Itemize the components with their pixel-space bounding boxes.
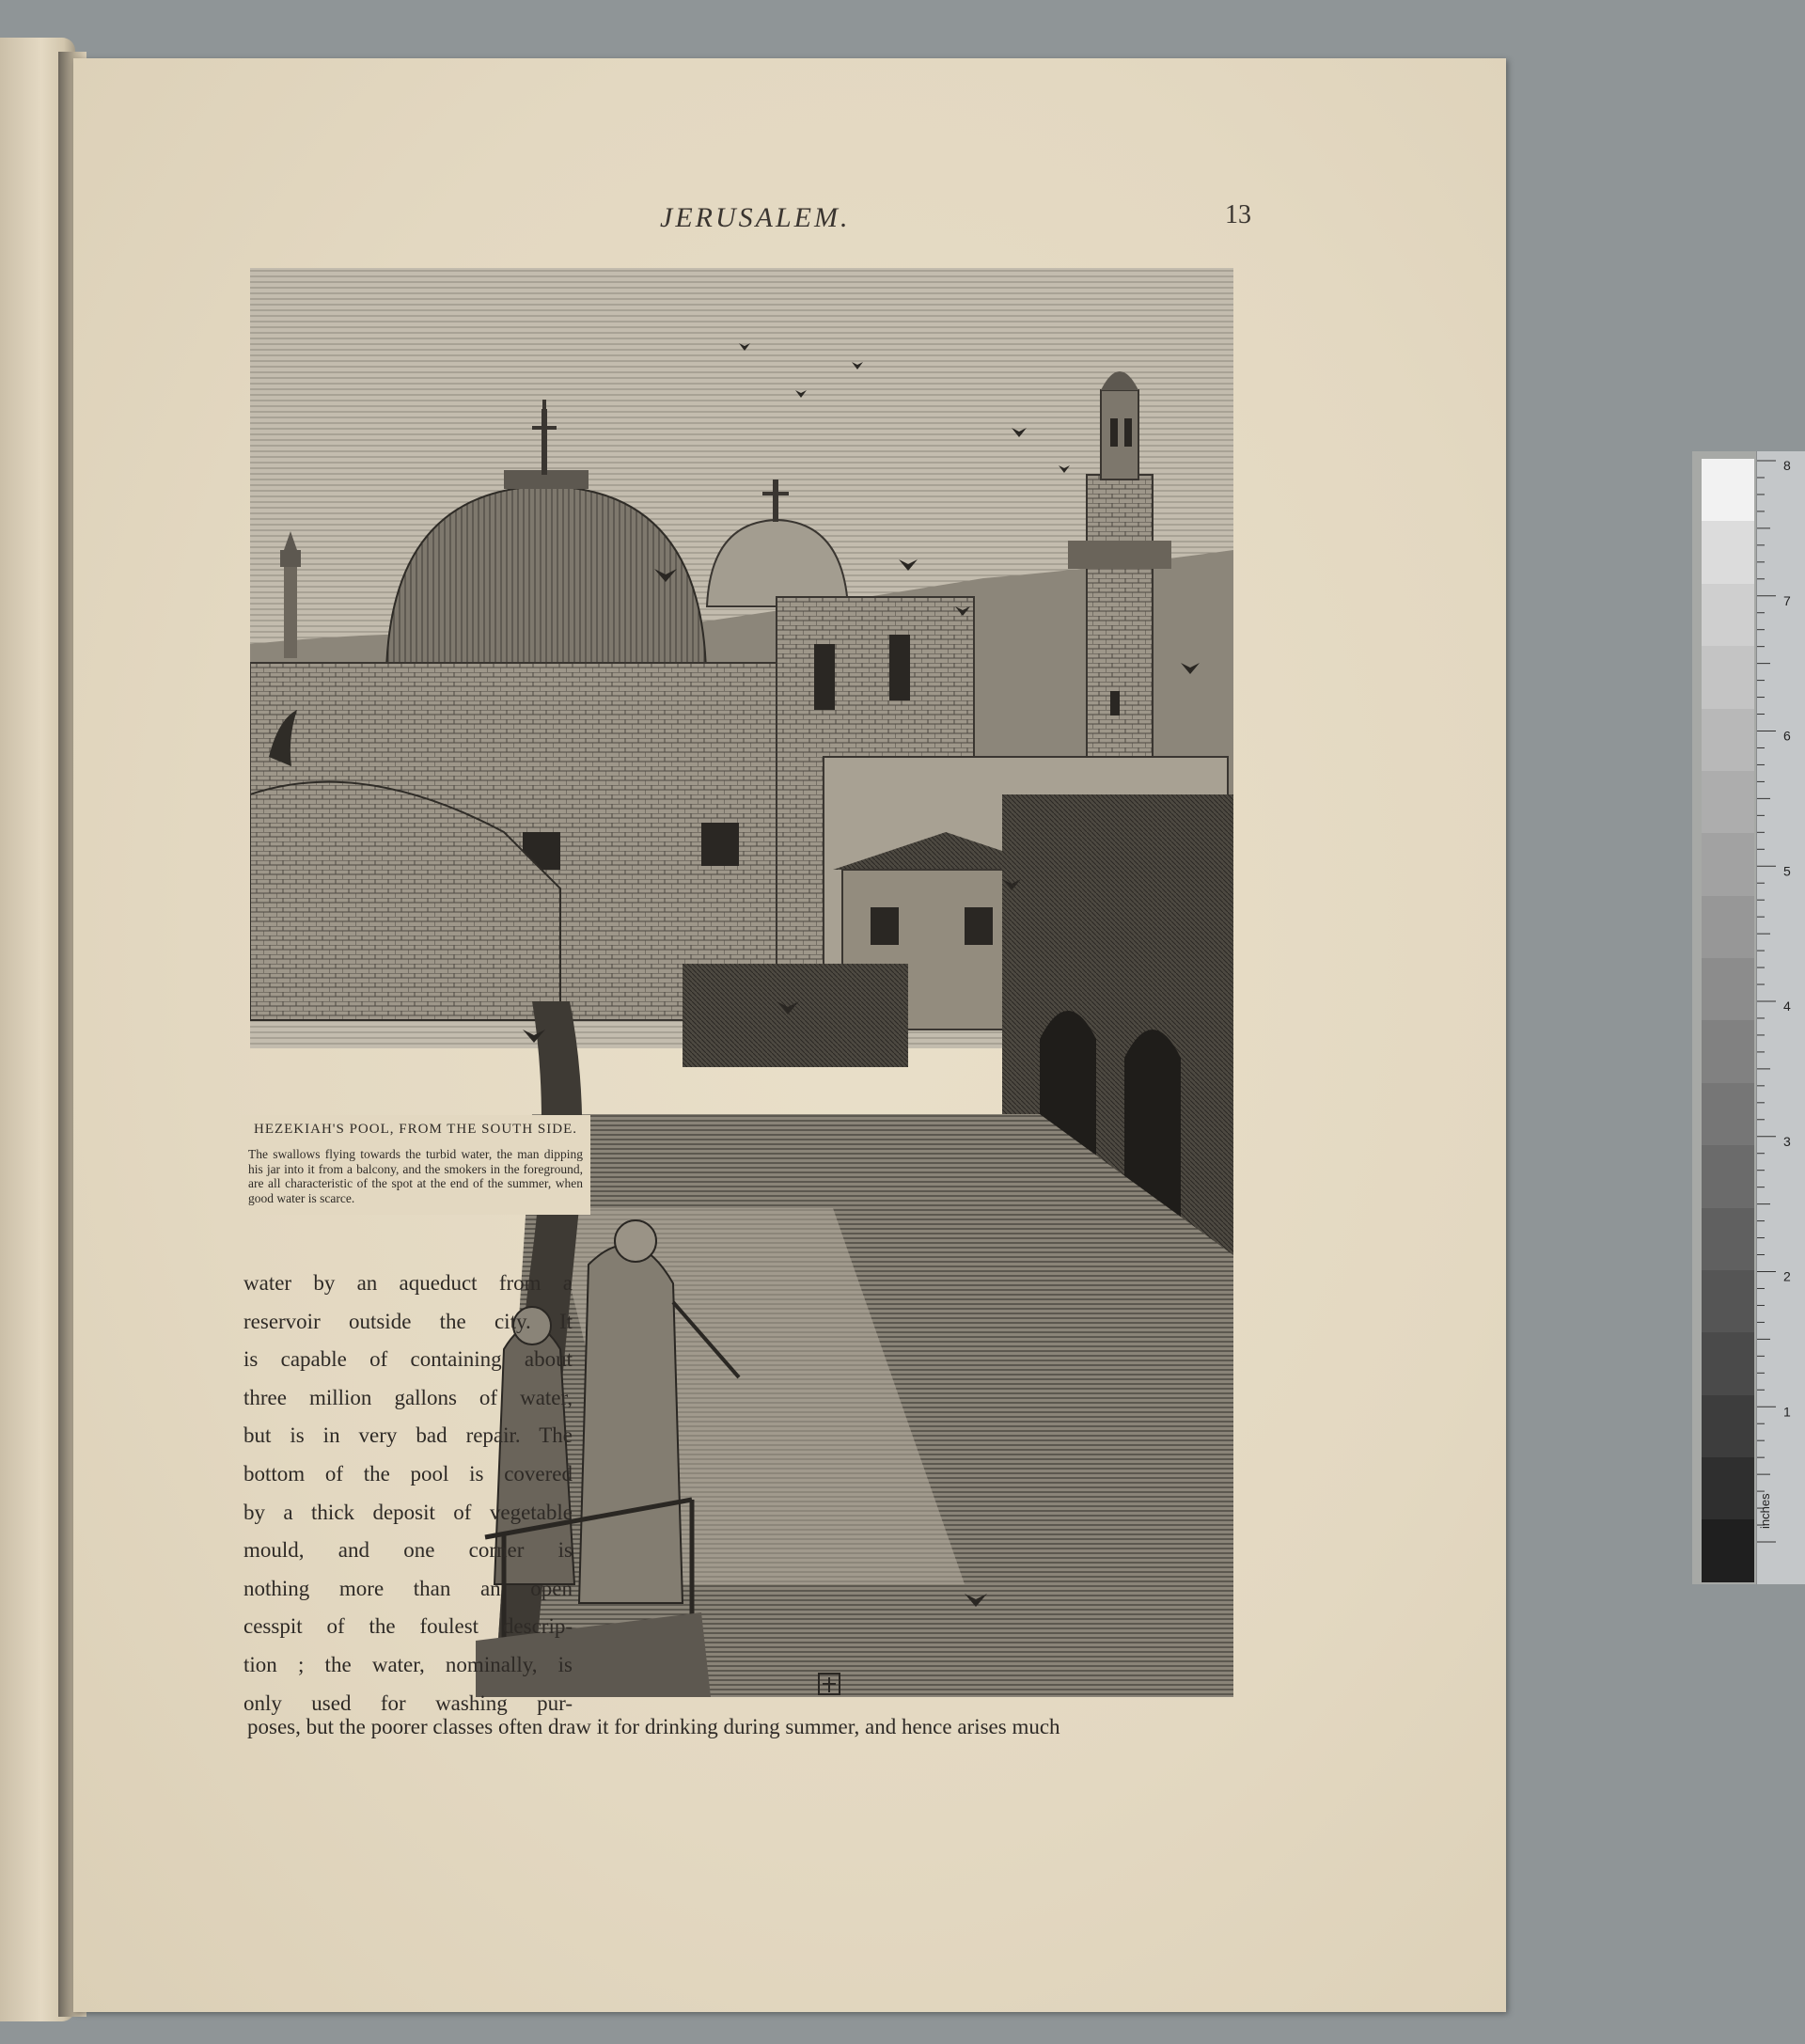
body-line: three million gallons of water, [243,1385,573,1409]
gray-patch [1702,1395,1754,1457]
body-line: mould, and one corner is [243,1538,573,1563]
gray-patch [1702,1270,1754,1332]
ruler-ticks [1757,451,1805,1584]
page-number: 13 [1225,200,1251,229]
body-line: by a thick deposit of vegetable [243,1500,573,1524]
window [701,823,739,866]
gray-patch [1702,1145,1754,1207]
body-text-column [243,1265,573,1722]
running-title: JERUSALEM. [660,202,851,233]
ruler-number: 3 [1783,1133,1791,1149]
body-line: cesspit of the foulest descrip- [243,1614,573,1639]
body-line: bottom of the pool is covered [243,1461,573,1486]
body-line: but is in very bad repair. The [243,1423,573,1448]
illustration-caption [241,1115,590,1215]
body-line: tion ; the water, nominally, is [243,1652,573,1676]
body-line: reservoir outside the city. It [243,1309,573,1333]
caption-body: The swallows flying towards the turbid water, the man dipping his jar into it from a balcony, and the smokers in the foreground, are all characteristic of the spot at the end of the summer, when good water is scarce. [248,1147,583,1205]
body-line: water by an aqueduct from a [243,1271,573,1295]
gray-patch [1702,584,1754,646]
gray-patch [1702,958,1754,1020]
ruler-number: 8 [1783,458,1791,473]
gray-patch [1702,646,1754,708]
ruler-number: 4 [1783,998,1791,1014]
gray-patch [1702,709,1754,771]
ruler-number: 6 [1783,728,1791,744]
ruler-number: 2 [1783,1268,1791,1284]
gray-patch [1702,1457,1754,1519]
gray-patch [1702,771,1754,833]
ruler-number: 1 [1783,1404,1791,1420]
gray-patch [1702,1519,1754,1581]
gray-patch [1702,459,1754,521]
ruler-units-label: inches [1758,1493,1772,1529]
gray-patch [1702,1083,1754,1145]
gray-patch [1702,1020,1754,1082]
ruler-number: 7 [1783,592,1791,608]
body-line: only used for washing pur- [243,1690,573,1715]
gray-patch [1702,521,1754,583]
gray-patch [1702,1208,1754,1270]
body-line: nothing more than an open [243,1576,573,1600]
covered-gallery [683,964,908,1067]
caption-title: HEZEKIAH'S POOL, FROM THE SOUTH SIDE. [253,1122,578,1137]
inch-ruler [1756,451,1805,1584]
body-line-full-width: poses, but the poorer classes often draw it for drinking during summer, and hence arises much [247,1715,1060,1738]
gray-patch [1702,1332,1754,1394]
body-line: is capable of containing about [243,1347,573,1372]
gray-patch [1702,896,1754,958]
grayscale-strip [1702,459,1754,1583]
ruler-number: 5 [1783,863,1791,879]
gray-patch [1702,833,1754,895]
